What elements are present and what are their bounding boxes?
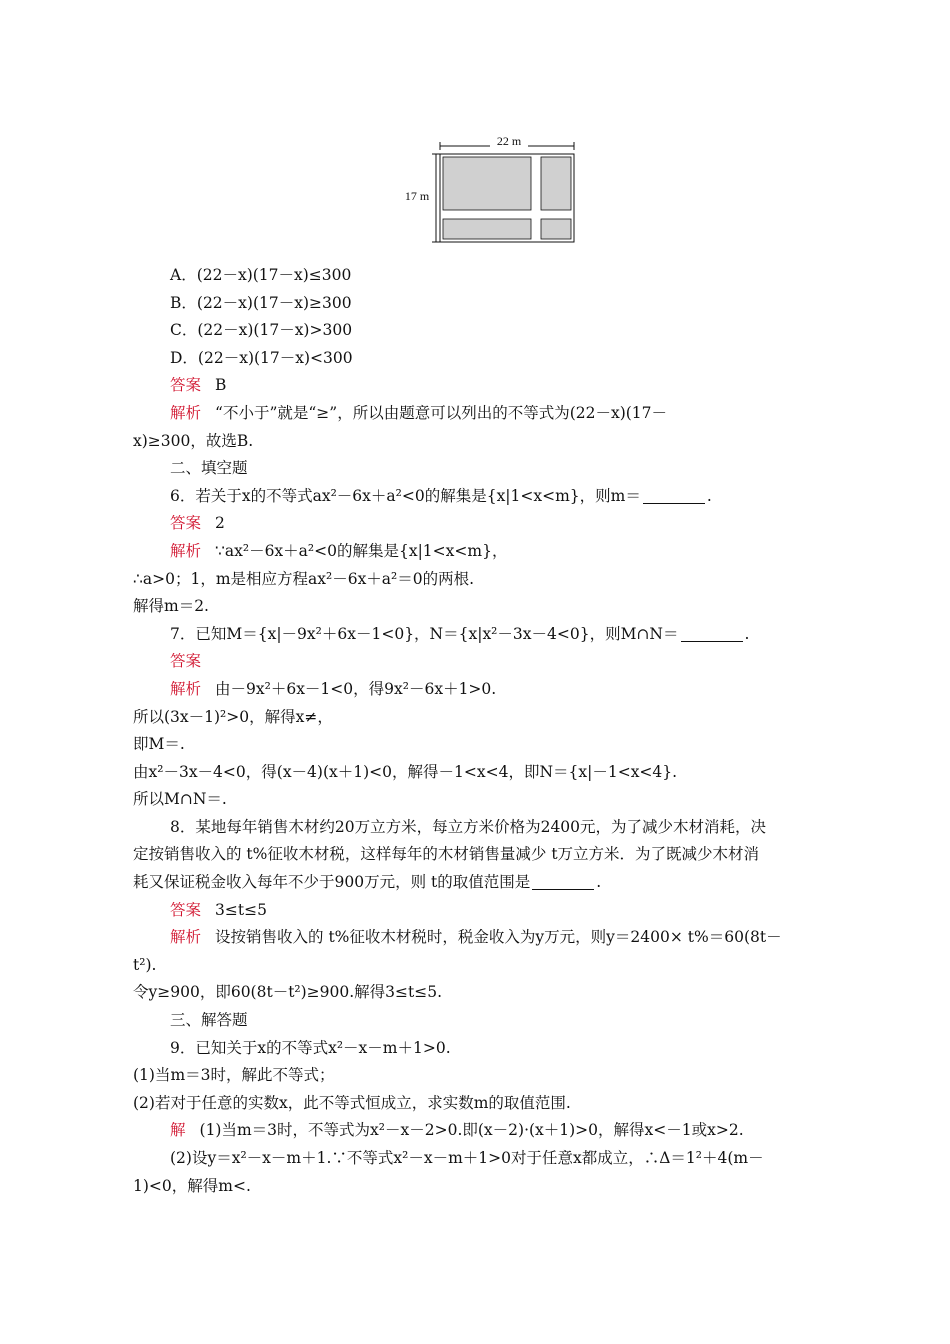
- plot-top-right: [541, 157, 571, 210]
- plot-bottom-left: [443, 219, 531, 239]
- q6-answer: [133, 510, 823, 538]
- q6-stem: 6．若关于x的不等式ax²－6x＋a²<0的解集是{x|1<x<m}，则m＝ .: [170, 486, 712, 505]
- document-content: [133, 262, 823, 1200]
- q9-stem: 9．已知关于x的不等式x²－x－m＋1>0.: [170, 1038, 451, 1057]
- answer-blank: [681, 625, 743, 642]
- analysis-label: 解析: [170, 541, 202, 560]
- analysis-label: 解析: [170, 928, 202, 947]
- plot-top-left: [443, 157, 531, 210]
- q7-line5: 所以M∩N＝.: [133, 790, 227, 809]
- answer-value: B: [215, 376, 227, 395]
- answer-label: 答案: [170, 900, 202, 919]
- q5-answer: [133, 372, 823, 400]
- option-b: B．(22－x)(17－x)≥300: [170, 293, 352, 312]
- option-c: C．(22－x)(17－x)>300: [170, 321, 353, 340]
- analysis-label: 解析: [170, 679, 202, 698]
- answer-blank: [532, 873, 594, 890]
- q8-stem-line2: 定按销售收入的 t%征收木材税，这样每年的木材销售量减少 t万立方米．为了既减少木材消: [133, 845, 760, 864]
- q5-analysis-cont: x)≥300，故选B.: [133, 431, 254, 450]
- answer-label: 答案: [170, 376, 202, 395]
- q9-part1: (1)当m＝3时，解此不等式；: [133, 1066, 335, 1085]
- q8-stem-line3: 耗又保证税金收入每年不少于900万元，则 t的取值范围是 .: [133, 873, 602, 892]
- q8-stem-line1: 8．某地每年销售木材约20万立方米，每立方米价格为2400元，为了减少木材消耗，决: [170, 817, 767, 836]
- answer-value: 2: [215, 514, 225, 533]
- q8-answer: [133, 897, 823, 925]
- analysis-text: “不小于”就是“≥”，所以由题意可以列出的不等式为(22－x)(17－: [215, 403, 668, 422]
- answer-label: 答案: [170, 514, 202, 533]
- q5-analysis: [133, 400, 823, 428]
- q8-analysis-cont: t²).: [133, 955, 157, 974]
- answer-blank: [643, 487, 705, 504]
- option-a: A．(22－x)(17－x)≤300: [170, 266, 352, 284]
- option-d: D．(22－x)(17－x)<300: [170, 348, 353, 367]
- q9-part2: (2)若对于任意的实数x，此不等式恒成立，求实数m的取值范围.: [133, 1093, 571, 1112]
- q9-solution2-cont: 1)<0，解得m<.: [133, 1176, 251, 1195]
- width-label: 22 m: [496, 134, 522, 148]
- q7-line4: 由x²－3x－4<0，得(x－4)(x＋1)<0，解得－1<x<4，即N＝{x|－1<x<4}.: [133, 762, 678, 781]
- section-fill-in: 二、填空题: [170, 459, 248, 478]
- q6-line2: ∴a>0；1，m是相应方程ax²－6x＋a²＝0的两根.: [133, 569, 475, 588]
- answer-value: 3≤t≤5: [215, 900, 267, 919]
- garden-figure: [398, 124, 588, 254]
- q7-line2: 所以(3x－1)²>0，解得x≠，: [133, 707, 333, 726]
- q8-line3: 令y≥900，即60(8t－t²)≥900.解得3≤t≤5.: [133, 983, 443, 1002]
- analysis-label: 解析: [170, 403, 202, 422]
- q8-analysis: 解析 设按销售收入的 t%征收木材税时，税金收入为y万元，则y＝2400× t%＝60(8t－: [170, 928, 782, 947]
- q7-line3: 即M＝.: [133, 735, 185, 754]
- q9-solution1: 解 (1)当m＝3时，不等式为x²－x－2>0.即(x－2)·(x＋1)>0，解得x<－1或x>2.: [170, 1121, 744, 1140]
- q6-analysis: 解析 ∵ax²－6x＋a²<0的解集是{x|1<x<m}，: [170, 541, 508, 560]
- garden-diagram: [398, 124, 588, 254]
- solution-label: 解: [170, 1121, 186, 1140]
- height-label: 17 m: [404, 189, 430, 203]
- q7-answer: [133, 648, 823, 676]
- q9-solution2: (2)设y＝x²－x－m＋1.∵不等式x²－x－m＋1>0对于任意x都成立，∴Δ＝1²＋4(m－: [170, 1149, 764, 1167]
- answer-label: 答案: [170, 652, 202, 671]
- q7-analysis: 解析 由－9x²＋6x－1<0，得9x²－6x＋1>0.: [170, 679, 497, 698]
- q7-stem: 7．已知M＝{x|－9x²＋6x－1<0}，N＝{x|x²－3x－4<0}，则M∩N＝ .: [170, 624, 750, 643]
- q6-line3: 解得m＝2.: [133, 597, 209, 616]
- section-solve: 三、解答题: [170, 1011, 248, 1030]
- plot-bottom-right: [541, 219, 571, 239]
